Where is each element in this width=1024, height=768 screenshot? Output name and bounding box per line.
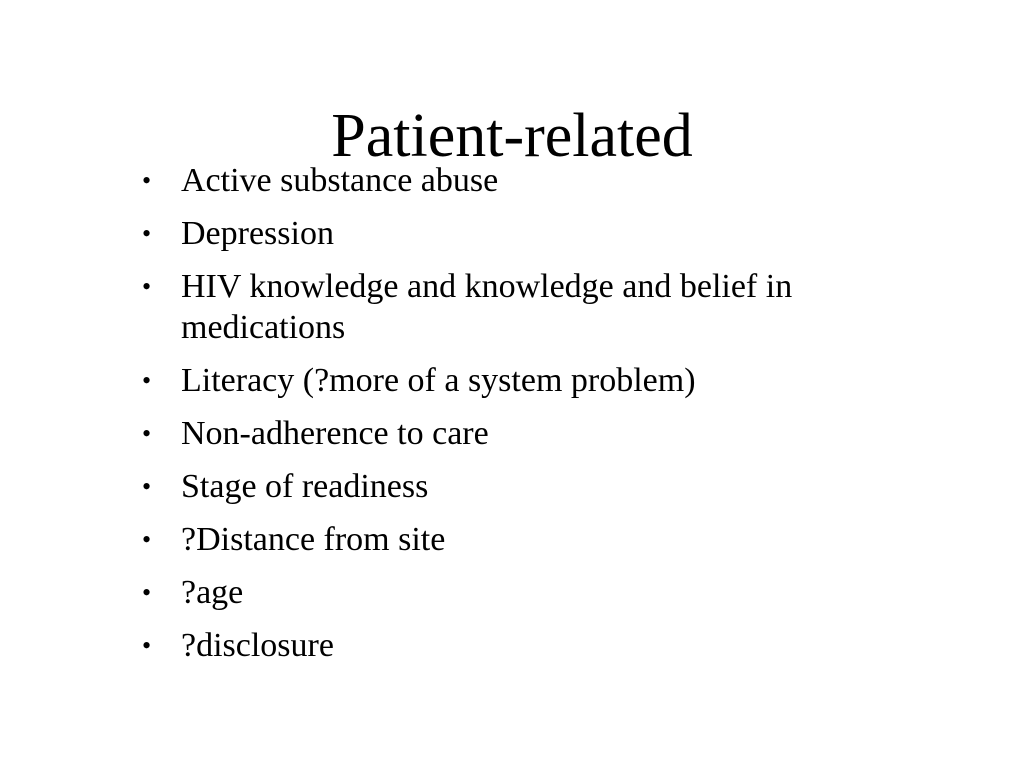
bullet-icon: •	[142, 578, 152, 607]
bullet-icon: •	[142, 219, 152, 248]
bullet-icon: •	[142, 366, 152, 395]
bullet-item	[140, 466, 940, 507]
bullet-item	[140, 266, 940, 348]
bullet-text: Depression	[181, 215, 334, 252]
bullet-text: ?disclosure	[181, 627, 334, 664]
bullet-item	[140, 572, 940, 613]
bullet-item	[140, 625, 940, 666]
bullet-text: ?Distance from site	[181, 521, 446, 558]
bullet-icon: •	[142, 272, 152, 301]
bullet-text: HIV knowledge and knowledge and belief in medications	[181, 268, 793, 346]
bullet-text: ?age	[181, 574, 244, 611]
bullet-icon: •	[142, 472, 152, 501]
bullet-item	[140, 160, 940, 201]
bullet-item	[140, 360, 940, 401]
bullet-item	[140, 413, 940, 454]
bullet-icon: •	[142, 419, 152, 448]
bullet-item	[140, 213, 940, 254]
bullet-icon: •	[142, 525, 152, 554]
bullet-text: Non-adherence to care	[181, 415, 489, 452]
bullet-item	[140, 519, 940, 560]
bullet-text: Literacy (?more of a system problem)	[181, 362, 696, 399]
bullet-text: Stage of readiness	[181, 468, 429, 505]
bullet-icon: •	[142, 166, 152, 195]
bullet-icon: •	[142, 631, 152, 660]
slide-title: Patient-related	[331, 102, 693, 170]
bullet-list	[140, 160, 940, 678]
bullet-text: Active substance abuse	[181, 162, 499, 199]
